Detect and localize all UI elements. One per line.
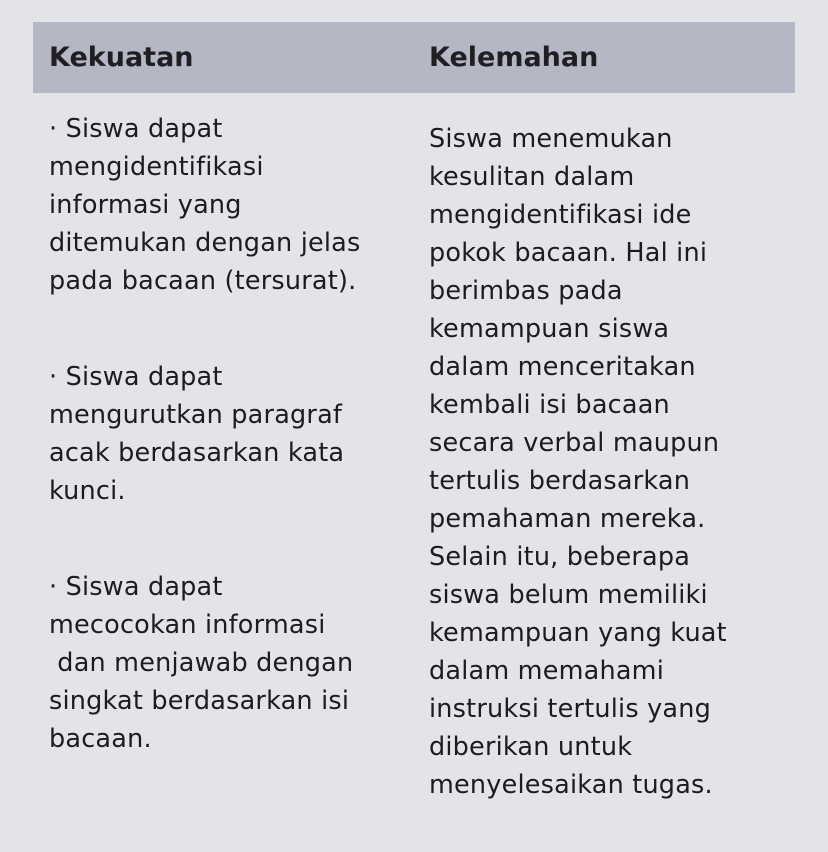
weakness-text	[429, 120, 774, 804]
text-line: ditemukan dengan jelas	[49, 228, 361, 258]
text-line: informasi yang	[49, 190, 242, 220]
text-line: · Siswa dapat	[49, 572, 223, 602]
text-line: · Siswa dapat	[49, 362, 223, 392]
text-line: pada bacaan (tersurat).	[49, 266, 357, 296]
text-line: siswa belum memiliki	[429, 580, 708, 610]
text-line: kembali isi bacaan	[429, 390, 670, 420]
text-line: · Siswa dapat	[49, 114, 223, 144]
text-line: mengidentifikasi	[49, 152, 264, 182]
text-line: mengurutkan paragraf	[49, 400, 343, 430]
text-line: berimbas pada	[429, 276, 623, 306]
text-line: kemampuan yang kuat	[429, 618, 727, 648]
text-line: secara verbal maupun	[429, 428, 720, 458]
text-line: acak berdasarkan kata	[49, 438, 345, 468]
text-line: mengidentifikasi ide	[429, 200, 692, 230]
strengths-weaknesses-table	[33, 22, 795, 800]
header-strengths: Kekuatan	[49, 42, 194, 73]
text-line: mecocokan informasi	[49, 610, 326, 640]
text-line: singkat berdasarkan isi	[49, 686, 350, 716]
strength-item-3	[49, 568, 399, 758]
table-header	[33, 22, 795, 93]
header-weaknesses: Kelemahan	[429, 42, 599, 73]
text-line: menyelesaikan tugas.	[429, 770, 713, 800]
text-line: bacaan.	[49, 724, 152, 754]
text-line: diberikan untuk	[429, 732, 633, 762]
text-line: pemahaman mereka.	[429, 504, 706, 534]
text-line: kunci.	[49, 476, 126, 506]
text-line: kesulitan dalam	[429, 162, 635, 192]
text-line: tertulis berdasarkan	[429, 466, 691, 496]
text-line: instruksi tertulis yang	[429, 694, 711, 724]
strength-item-2	[49, 358, 399, 510]
text-line: dan menjawab dengan	[49, 648, 354, 678]
text-line: Selain itu, beberapa	[429, 542, 691, 572]
text-line: kemampuan siswa	[429, 314, 670, 344]
text-line: pokok bacaan. Hal ini	[429, 238, 708, 268]
strength-item-1	[49, 110, 399, 300]
text-line: dalam memahami	[429, 656, 664, 686]
text-line: dalam menceritakan	[429, 352, 696, 382]
text-line: Siswa menemukan	[429, 124, 673, 154]
